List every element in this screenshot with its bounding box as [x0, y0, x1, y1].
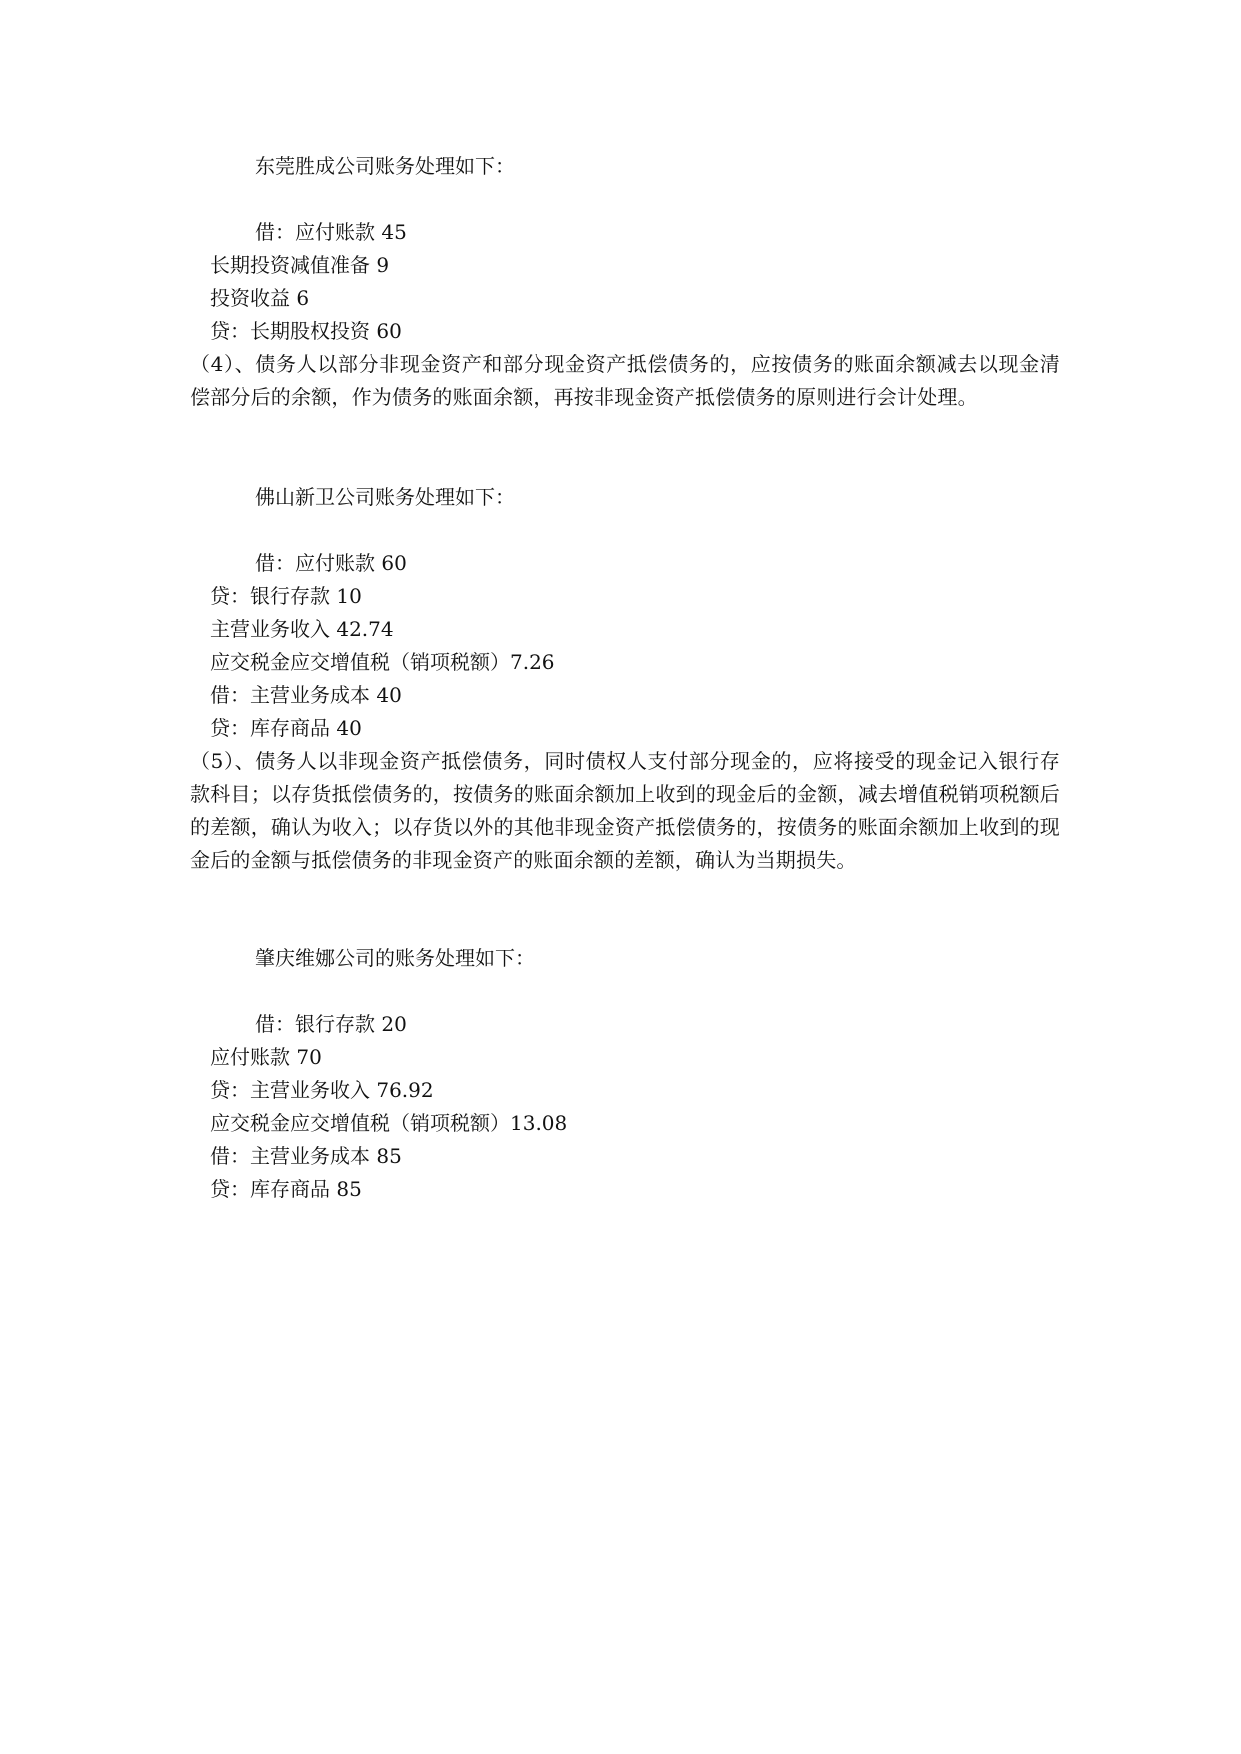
section1-heading: 东莞胜成公司账务处理如下：	[255, 154, 515, 178]
journal-entry: 应付账款 70	[210, 1045, 322, 1069]
journal-entry: 长期投资减值准备 9	[210, 253, 390, 277]
journal-entry: 借：主营业务成本 85	[210, 1144, 402, 1168]
section2-heading: 佛山新卫公司账务处理如下：	[255, 485, 515, 509]
journal-entry: 借：主营业务成本 40	[210, 683, 402, 707]
journal-entry: 贷：库存商品 85	[210, 1177, 362, 1201]
journal-entry: 借：应付账款 45	[255, 220, 407, 244]
paragraph-4: （4）、债务人以部分非现金资产和部分现金资产抵偿债务的，应按债务的账面余额减去以现金清偿部分后的余额，作为债务的账面余额，再按非现金资产抵偿债务的原则进行会计处理。	[190, 352, 1060, 409]
section3-heading: 肇庆维娜公司的账务处理如下：	[255, 946, 535, 970]
paragraph-5: （5）、债务人以非现金资产抵偿债务，同时债权人支付部分现金的，应将接受的现金记入银行存款科目；以存货抵偿债务的，按债务的账面余额加上收到的现金后的金额，减去增值税销项税额后的差额，确认为收入；以存货以外的其他非现金资产抵偿债务的，按债务的账面余额加上收到的现金后的金额与抵偿债务的非现金资产的账面余额的差额，确认为当期损失。	[190, 749, 1060, 872]
journal-entry: 贷：长期股权投资 60	[210, 319, 402, 343]
journal-entry: 借：应付账款 60	[255, 551, 407, 575]
journal-entry: 主营业务收入 42.74	[210, 617, 394, 641]
journal-entry: 应交税金应交增值税（销项税额）13.08	[210, 1111, 568, 1135]
journal-entry: 借：银行存款 20	[255, 1012, 407, 1036]
journal-entry: 应交税金应交增值税（销项税额）7.26	[210, 650, 555, 674]
journal-entry: 贷：主营业务收入 76.92	[210, 1078, 434, 1102]
journal-entry: 贷：库存商品 40	[210, 716, 362, 740]
journal-entry: 投资收益 6	[210, 286, 310, 310]
journal-entry: 贷：银行存款 10	[210, 584, 362, 608]
